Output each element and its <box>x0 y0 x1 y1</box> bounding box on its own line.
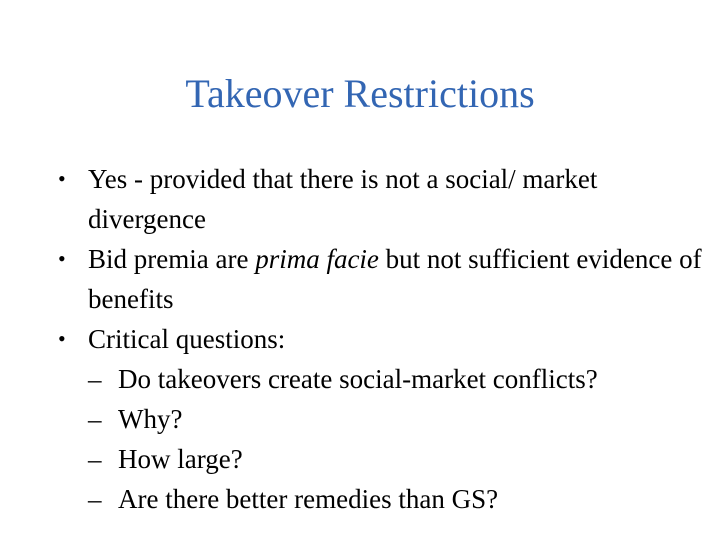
sub-bullet-list <box>88 359 704 519</box>
sub-bullet-text: Why? <box>118 404 183 434</box>
bullet-text-before: Bid premia are <box>88 244 256 274</box>
bullet-marker: • <box>58 326 66 351</box>
bullet-item <box>54 319 704 519</box>
sub-bullet-item <box>88 439 704 479</box>
bullet-marker: • <box>58 246 66 271</box>
bullet-text: Yes - provided that there is not a social/ market divergence <box>88 164 598 234</box>
bullet-item <box>54 239 704 319</box>
sub-bullet-text: Do takeovers create social-market conflicts? <box>118 364 598 394</box>
sub-bullet-text: Are there better remedies than GS? <box>118 484 499 514</box>
sub-bullet-item <box>88 399 704 439</box>
sub-bullet-marker: – <box>88 444 102 474</box>
sub-bullet-text: How large? <box>118 444 243 474</box>
bullet-text-after: but not sufficient evidence of benefits <box>88 244 702 314</box>
bullet-text: Critical questions: <box>88 324 286 354</box>
sub-bullet-marker: – <box>88 364 102 394</box>
bullet-list <box>54 159 704 519</box>
sub-bullet-item <box>88 479 704 519</box>
bullet-text-italic: prima facie <box>255 244 379 274</box>
sub-bullet-item <box>88 359 704 399</box>
bullet-marker: • <box>58 166 66 191</box>
sub-bullet-marker: – <box>88 404 102 434</box>
bullet-item <box>54 159 704 239</box>
slide-title: Takeover Restrictions <box>185 71 535 116</box>
sub-bullet-marker: – <box>88 484 102 514</box>
